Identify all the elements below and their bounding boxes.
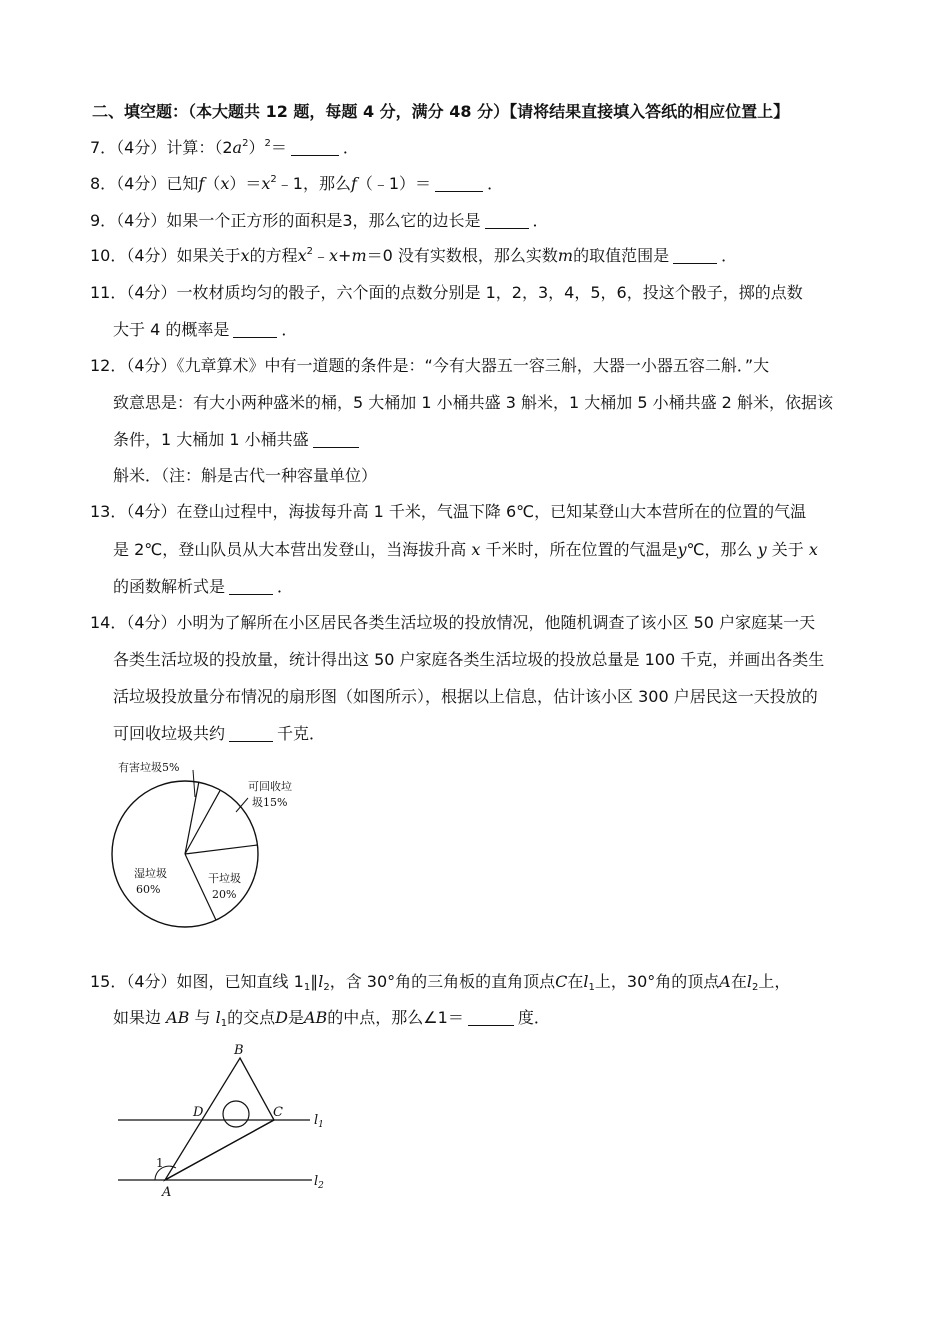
q15-text: 是 xyxy=(287,1008,304,1027)
pie-slice-boundary xyxy=(185,790,220,854)
q7-exp: 2 xyxy=(242,138,249,149)
q13-text: ． xyxy=(277,577,294,596)
q15-text: 15．（4分）如图，已知直线 1 xyxy=(90,972,304,991)
q10-text: ＝0 没有实数根，那么实数 xyxy=(366,246,558,265)
pie-slice-boundary xyxy=(185,782,199,854)
question-15-line2 xyxy=(113,1007,550,1029)
q10-var: x xyxy=(297,246,307,265)
q10-var: x xyxy=(240,246,250,265)
q15-text: 的中点，那么∠1＝ xyxy=(327,1008,464,1027)
q15-var: l xyxy=(746,972,752,991)
q8-text: （ xyxy=(204,174,221,193)
q15-var: AB xyxy=(166,1008,190,1027)
q10-text: 的方程 xyxy=(249,246,298,265)
answer-blank[interactable] xyxy=(313,432,359,448)
question-9 xyxy=(90,210,549,232)
q15-text: 的交点 xyxy=(227,1008,276,1027)
q10-text: ． xyxy=(721,246,738,265)
label-l2: $l_2$ xyxy=(314,1174,324,1191)
q8-var: x xyxy=(220,174,230,193)
q15-text: ，含 30°角的三角板的直角顶点 xyxy=(329,972,556,991)
q15-sub: 1 xyxy=(220,1018,228,1029)
question-11-line1: 11．（4分）一枚材质均匀的骰子，六个面的点数分别是 1，2，3，4，5，6，投这个骰子，掷的点数 xyxy=(90,283,803,302)
answer-blank[interactable] xyxy=(468,1010,514,1026)
q13-text: ℃，那么 xyxy=(686,540,753,559)
q15-text: 度． xyxy=(517,1008,550,1027)
q10-text: ﹣ xyxy=(313,246,330,265)
q13-var: y xyxy=(677,540,687,559)
question-11-line2 xyxy=(113,319,297,341)
q8-text: ﹣1，那么 xyxy=(276,174,351,193)
q8-var: f xyxy=(350,174,357,193)
q9-text: 9．（4分）如果一个正方形的面积是3，那么它的边长是 xyxy=(90,211,481,230)
pie-label-wet-pct: 60% xyxy=(136,883,161,896)
q8-exp: 2 xyxy=(270,174,277,185)
q13-var: x xyxy=(471,540,481,559)
q8-text: ． xyxy=(487,174,504,193)
question-12-line4: 斛米．（注：斛是古代一种容量单位） xyxy=(113,466,378,485)
pie-label-hazardous: 有害垃圾5% xyxy=(118,761,180,774)
question-13-line1: 13．（4分）在登山过程中，海拔每升高 1 千米，气温下降 6℃，已知某登山大本营所在的位置的气温 xyxy=(90,502,807,521)
q11-text: 大于 4 的概率是 xyxy=(113,320,230,339)
label-D: D xyxy=(193,1105,204,1120)
question-8 xyxy=(90,173,503,195)
question-10 xyxy=(90,245,737,267)
q15-text: 在 xyxy=(567,972,584,991)
q13-text: 千米时，所在位置的气温是 xyxy=(485,540,678,559)
q14-text: 可回收垃圾共约 xyxy=(113,724,226,743)
q8-text: （﹣1）＝ xyxy=(356,174,432,193)
pie-label-wet: 湿垃圾 xyxy=(134,867,167,880)
answer-blank[interactable] xyxy=(229,579,273,595)
q14-text: 千克． xyxy=(277,724,326,743)
question-12-line1: 12．（4分）《九章算术》中有一道题的条件是：“今有大器五一容三斛，大器一小器五容二斛．”大 xyxy=(90,356,770,375)
q7-exp: 2 xyxy=(264,138,271,149)
q13-var: x xyxy=(808,540,818,559)
q15-sub: 2 xyxy=(751,982,759,993)
q15-text: ∥ xyxy=(310,972,319,991)
pie-label-recyclable: 可回收垃 xyxy=(248,780,292,793)
answer-blank[interactable] xyxy=(291,140,339,156)
label-C: C xyxy=(273,1105,283,1120)
pie-chart xyxy=(100,752,300,942)
q10-var: m xyxy=(351,246,367,265)
q8-text: 8．（4分）已知 xyxy=(90,174,199,193)
question-13-line2 xyxy=(113,539,818,561)
answer-blank[interactable] xyxy=(673,248,717,264)
side-ac xyxy=(165,1120,274,1180)
q15-sub: 1 xyxy=(303,982,311,993)
q15-var: AB xyxy=(303,1008,328,1027)
pie-leader-line xyxy=(236,798,248,812)
q8-text: ）＝ xyxy=(229,174,262,193)
q10-text: + xyxy=(338,246,352,265)
pie-label-recyclable-pct: 圾15% xyxy=(252,796,288,809)
q15-var: l xyxy=(583,972,589,991)
pie-slice-boundary xyxy=(185,845,257,854)
q15-text: 上， xyxy=(758,972,791,991)
q13-text: 的函数解析式是 xyxy=(113,577,226,596)
pie-label-dry-pct: 20% xyxy=(212,888,237,901)
question-14-line2: 各类生活垃圾的投放量，统计得出这 50 户家庭各类生活垃圾的投放总量是 100 千克，并画出各类生 xyxy=(113,650,825,669)
pie-leader-line xyxy=(193,770,195,797)
label-B: B xyxy=(234,1043,244,1058)
geometry-figure xyxy=(110,1040,350,1205)
q15-var: A xyxy=(719,972,731,991)
q15-text: 上，30°角的顶点 xyxy=(594,972,720,991)
question-12-line3 xyxy=(113,429,363,451)
q15-var: C xyxy=(555,972,568,991)
label-l1: $l_1$ xyxy=(314,1113,324,1130)
answer-blank[interactable] xyxy=(485,213,529,229)
answer-blank[interactable] xyxy=(229,726,273,742)
q7-text: ） xyxy=(248,138,265,157)
q10-var: x xyxy=(329,246,339,265)
label-angle-1: 1 xyxy=(156,1156,164,1170)
question-15-line1 xyxy=(90,971,790,993)
q7-text: ＝ xyxy=(270,138,287,157)
triangle-ruler xyxy=(165,1058,274,1180)
q10-text: 10．（4分）如果关于 xyxy=(90,246,241,265)
label-A: A xyxy=(162,1185,172,1200)
question-14-line1: 14．（4分）小明为了解所在小区居民各类生活垃圾的投放情况，他随机调查了该小区 50 户家庭某一天 xyxy=(90,613,816,632)
question-7 xyxy=(90,137,359,159)
q15-text: 在 xyxy=(730,972,747,991)
q13-text: 关于 xyxy=(771,540,804,559)
q15-var: l xyxy=(215,1008,221,1027)
q15-text: 如果边 xyxy=(113,1008,162,1027)
answer-blank[interactable] xyxy=(233,322,277,338)
q15-var: l xyxy=(318,972,324,991)
question-14-line3: 活垃圾投放量分布情况的扇形图（如图所示），根据以上信息，估计该小区 300 户居民这一天投放的 xyxy=(113,687,818,706)
q15-sub: 1 xyxy=(588,982,595,993)
q9-text: ． xyxy=(532,211,549,230)
question-13-line3 xyxy=(113,576,293,598)
section-header: 二、填空题：（本大题共 12 题，每题 4 分，满分 48 分）【请将结果直接填入答纸的相应位置上】 xyxy=(92,102,790,121)
question-12-line2: 致意思是：有大小两种盛米的桶，5 大桶加 1 小桶共盛 3 斛米，1 大桶加 5 小桶共盛 2 斛米，依据该 xyxy=(113,393,833,412)
ruler-hole xyxy=(223,1101,249,1127)
q10-text: 的取值范围是 xyxy=(573,246,670,265)
q13-text: 是 2℃，登山队员从大本营出发登山，当海拔升高 xyxy=(113,540,467,559)
pie-label-dry: 干垃圾 xyxy=(208,872,241,885)
q10-exp: 2 xyxy=(306,246,313,257)
q15-var: D xyxy=(275,1008,288,1027)
q15-sub: 2 xyxy=(323,982,330,993)
q7-var: a xyxy=(232,138,243,157)
q8-var: f xyxy=(198,174,205,193)
q7-text: ． xyxy=(342,138,359,157)
answer-blank[interactable] xyxy=(435,176,483,192)
q7-text: 7．（4分）计算：（2 xyxy=(90,138,233,157)
q12-text: 条件，1 大桶加 1 小桶共盛 xyxy=(113,430,309,449)
q13-var: y xyxy=(757,540,767,559)
q8-var: x xyxy=(261,174,271,193)
q15-text: 与 xyxy=(194,1008,211,1027)
question-14-line4 xyxy=(113,723,325,745)
q11-text: ． xyxy=(281,320,298,339)
q10-var: m xyxy=(557,246,574,265)
